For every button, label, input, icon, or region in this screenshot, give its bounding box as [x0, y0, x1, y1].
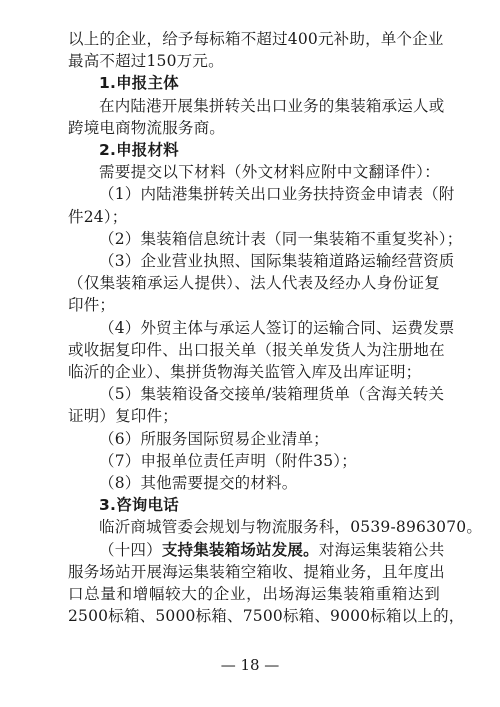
text-line: 口总量和增幅较大的企业，出场海运集装箱重箱达到	[68, 585, 440, 603]
section-heading-applicant: 1.申报主体	[99, 74, 179, 93]
page-number: — 18 —	[220, 656, 280, 674]
subsection-line	[68, 539, 445, 561]
section-heading-contact: 3.咨询电话	[99, 496, 179, 515]
text-line: 服务场站开展海运集装箱空箱收、提箱业务，且年度出	[68, 562, 445, 581]
subsection-title: 支持集装箱场站发展。	[161, 539, 319, 559]
text-line: 2500标箱、5000标箱、7500标箱、9000标箱以上的，	[68, 607, 465, 626]
contact-line: 临沂商城管委会规划与物流服务科，0539-8963070。	[99, 518, 483, 537]
text-line: 以上的企业，给予每标箱不超过400元补助，单个企业	[68, 30, 444, 48]
list-item: （7）申报单位责任声明（附件35）；	[99, 451, 357, 470]
text-line: 印件；	[68, 296, 116, 315]
text-line: 临沂的企业）、集拼货物海关监管入库及出库证明；	[68, 363, 422, 381]
text-line: 跨境电商物流服务商。	[68, 118, 226, 137]
subsection-number: （十四）	[99, 540, 162, 559]
list-item: （3）企业营业执照、国际集装箱道路运输经营资质	[99, 252, 455, 270]
text-line: 最高不超过150万元。	[68, 52, 224, 71]
subsection-text: 对海运集装箱公共	[318, 540, 445, 559]
text-line: 件24）；	[68, 207, 128, 226]
list-item: （6）所服务国际贸易企业清单；	[99, 429, 329, 448]
list-item: （5）集装箱设备交接单/装箱理货单（含海关转关	[99, 385, 445, 404]
list-item: （1）内陆港集拼转关出口业务扶持资金申请表（附	[99, 185, 455, 204]
list-item: （2）集装箱信息统计表（同一集装箱不重复奖补）；	[99, 229, 463, 248]
list-item: （8）其他需要提交的材料。	[99, 474, 298, 492]
text-line: 需要提交以下材料（外文材料应附中文翻译件）：	[99, 163, 440, 182]
text-line: 证明）复印件；	[68, 407, 178, 426]
section-heading-materials: 2.申报材料	[99, 141, 179, 159]
text-line: （仅集装箱承运人提供）、法人代表及经办人身份证复	[68, 274, 440, 293]
text-line: 或收据复印件、出口报关单（报关单发货人为注册地在	[68, 340, 445, 359]
text-line: 在内陆港开展集拼转关出口业务的集装箱承运人或	[99, 96, 445, 115]
list-item: （4）外贸主体与承运人签订的运输合同、运费发票	[99, 318, 455, 337]
